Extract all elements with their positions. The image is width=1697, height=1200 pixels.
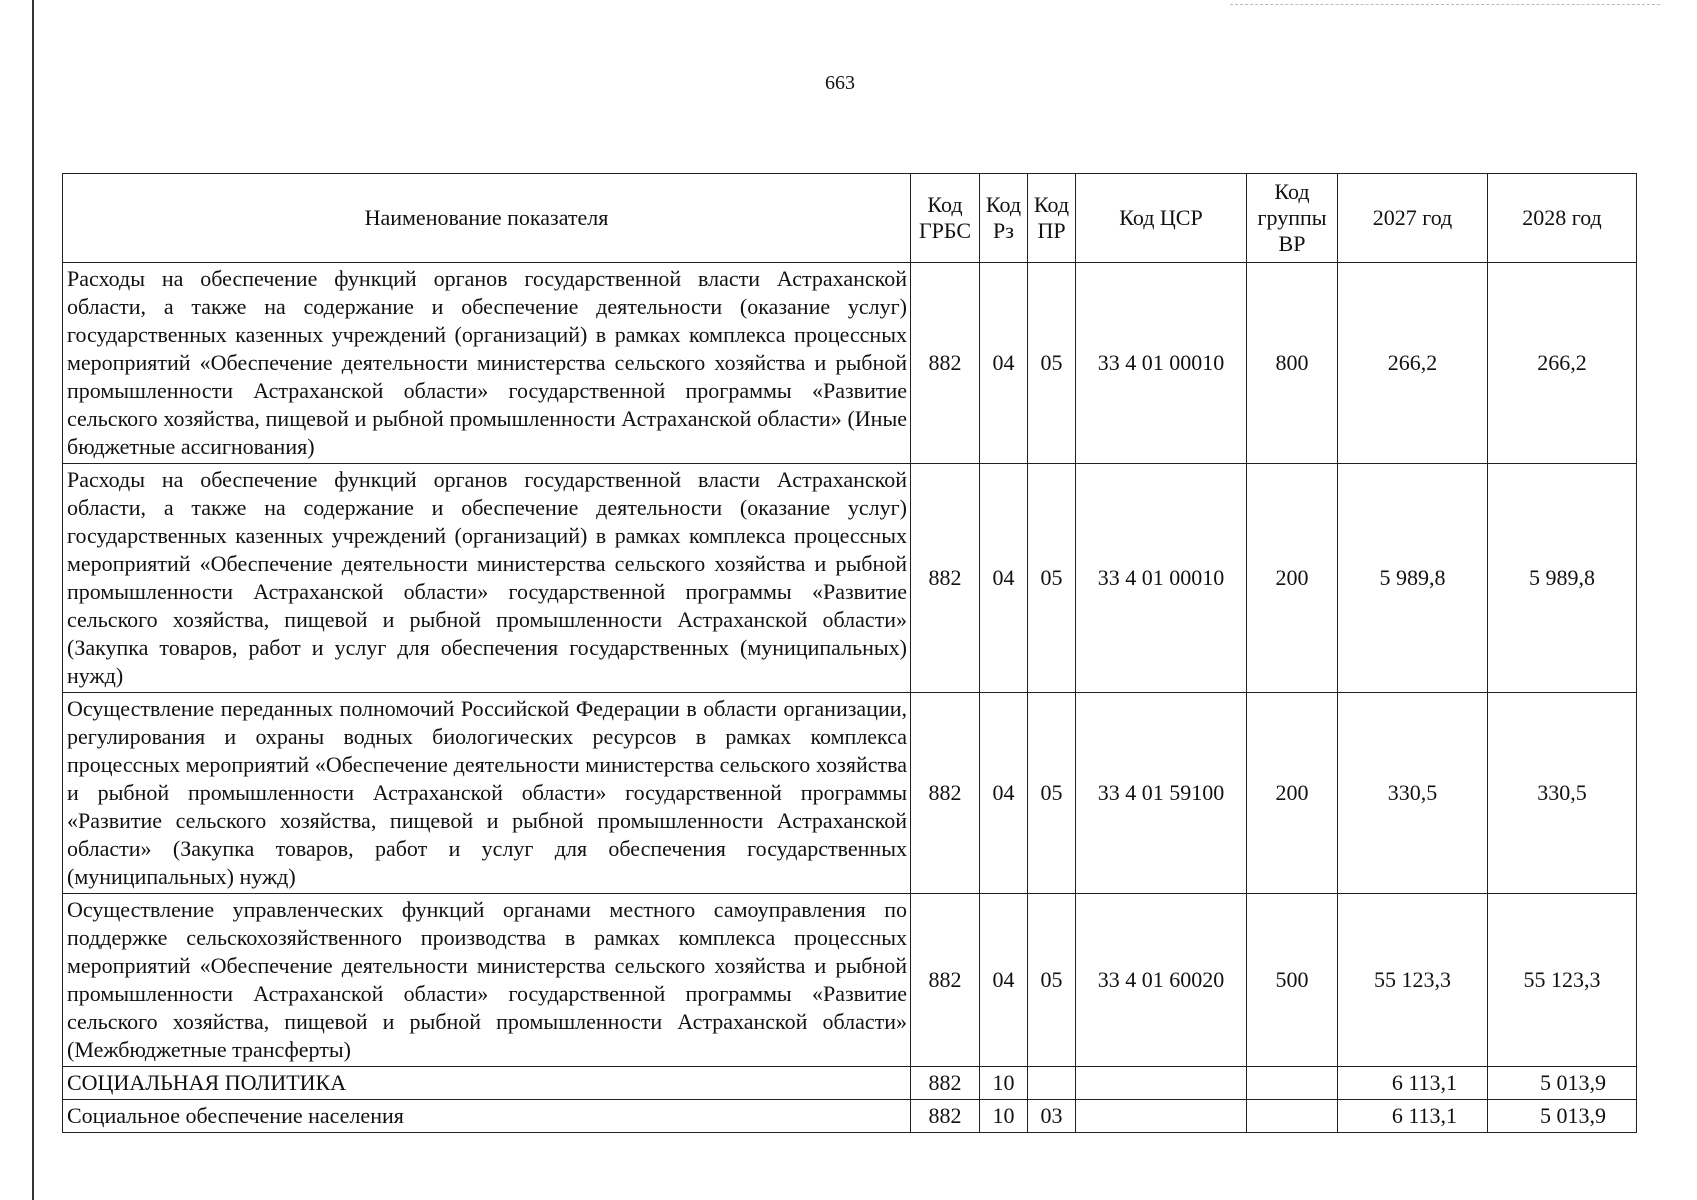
row-grbs: 882 — [911, 693, 980, 894]
row-grbs: 882 — [911, 464, 980, 693]
row-2028: 5 013,9 — [1488, 1067, 1637, 1100]
row-2027: 6 113,1 — [1338, 1100, 1488, 1133]
budget-table — [62, 173, 1637, 1133]
header-rz: Код Рз — [980, 174, 1028, 263]
header-2028: 2028 год — [1488, 174, 1637, 263]
table-row — [63, 464, 1637, 693]
row-vr — [1247, 1100, 1338, 1133]
row-csr: 33 4 01 59100 — [1076, 693, 1247, 894]
table-header-row — [63, 174, 1637, 263]
row-rz: 04 — [980, 894, 1028, 1067]
row-pr: 05 — [1028, 894, 1076, 1067]
row-name: Осуществление управленческих функций органами местного самоуправления по поддержке сельскохозяйственного производства в рамках комплекса процессных мероприятий «Обеспечение деятельности министерства сельского хозяйства и рыбной промышленности Астраханской области» государственной программы «Развитие сельского хозяйства, пищевой и рыбной промышленности Астраханской области» (Межбюджетные трансферты) — [63, 894, 911, 1067]
row-vr: 800 — [1247, 263, 1338, 464]
row-pr: 05 — [1028, 693, 1076, 894]
row-2027: 55 123,3 — [1338, 894, 1488, 1067]
row-2028: 5 989,8 — [1488, 464, 1637, 693]
table-row — [63, 263, 1637, 464]
row-rz: 04 — [980, 464, 1028, 693]
row-vr — [1247, 1067, 1338, 1100]
row-vr: 200 — [1247, 693, 1338, 894]
table-row — [63, 1100, 1637, 1133]
table-row — [63, 693, 1637, 894]
page-number: 663 — [825, 72, 855, 94]
row-pr: 05 — [1028, 464, 1076, 693]
row-2027: 5 989,8 — [1338, 464, 1488, 693]
row-2028: 5 013,9 — [1488, 1100, 1637, 1133]
row-csr: 33 4 01 00010 — [1076, 263, 1247, 464]
row-name: Расходы на обеспечение функций органов государственной власти Астраханской области, а также на содержание и обеспечение деятельности (оказание услуг) государственных казенных учреждений (организаций) в рамках комплекса процессных мероприятий «Обеспечение деятельности министерства сельского хозяйства и рыбной промышленности Астраханской области» государственной программы «Развитие сельского хозяйства, пищевой и рыбной промышленности Астраханской области» (Закупка товаров, работ и услуг для обеспечения государственных (муниципальных) нужд) — [63, 464, 911, 693]
row-csr: 33 4 01 60020 — [1076, 894, 1247, 1067]
top-scan-rule — [1230, 4, 1660, 6]
row-rz: 04 — [980, 693, 1028, 894]
row-name: Расходы на обеспечение функций органов государственной власти Астраханской области, а также на содержание и обеспечение деятельности (оказание услуг) государственных казенных учреждений (организаций) в рамках комплекса процессных мероприятий «Обеспечение деятельности министерства сельского хозяйства и рыбной промышленности Астраханской области» государственной программы «Развитие сельского хозяйства, пищевой и рыбной промышленности Астраханской области» (Иные бюджетные ассигнования) — [63, 263, 911, 464]
row-csr — [1076, 1067, 1247, 1100]
row-rz: 04 — [980, 263, 1028, 464]
header-pr: Код ПР — [1028, 174, 1076, 263]
row-name: СОЦИАЛЬНАЯ ПОЛИТИКА — [63, 1067, 911, 1100]
row-rz: 10 — [980, 1100, 1028, 1133]
row-name: Социальное обеспечение населения — [63, 1100, 911, 1133]
row-grbs: 882 — [911, 1100, 980, 1133]
row-vr: 500 — [1247, 894, 1338, 1067]
row-2028: 55 123,3 — [1488, 894, 1637, 1067]
header-vr: Код группы ВР — [1247, 174, 1338, 263]
row-vr: 200 — [1247, 464, 1338, 693]
row-name: Осуществление переданных полномочий Российской Федерации в области организации, регулирования и охраны водных биологических ресурсов в рамках комплекса процессных мероприятий «Обеспечение деятельности министерства сельского хозяйства и рыбной промышленности Астраханской области» государственной программы «Развитие сельского хозяйства, пищевой и рыбной промышленности Астраханской области» (Закупка товаров, работ и услуг для обеспечения государственных (муниципальных) нужд) — [63, 693, 911, 894]
header-csr: Код ЦСР — [1076, 174, 1247, 263]
table-row — [63, 894, 1637, 1067]
binding-edge-line — [32, 0, 34, 1200]
row-rz: 10 — [980, 1067, 1028, 1100]
row-grbs: 882 — [911, 1067, 980, 1100]
row-pr: 03 — [1028, 1100, 1076, 1133]
row-2027: 266,2 — [1338, 263, 1488, 464]
header-2027: 2027 год — [1338, 174, 1488, 263]
row-pr: 05 — [1028, 263, 1076, 464]
row-csr: 33 4 01 00010 — [1076, 464, 1247, 693]
table-row — [63, 1067, 1637, 1100]
row-2028: 330,5 — [1488, 693, 1637, 894]
row-grbs: 882 — [911, 894, 980, 1067]
row-pr — [1028, 1067, 1076, 1100]
header-name: Наименование показателя — [63, 174, 911, 263]
row-csr — [1076, 1100, 1247, 1133]
row-2027: 330,5 — [1338, 693, 1488, 894]
row-2028: 266,2 — [1488, 263, 1637, 464]
row-grbs: 882 — [911, 263, 980, 464]
row-2027: 6 113,1 — [1338, 1067, 1488, 1100]
header-grbs: Код ГРБС — [911, 174, 980, 263]
